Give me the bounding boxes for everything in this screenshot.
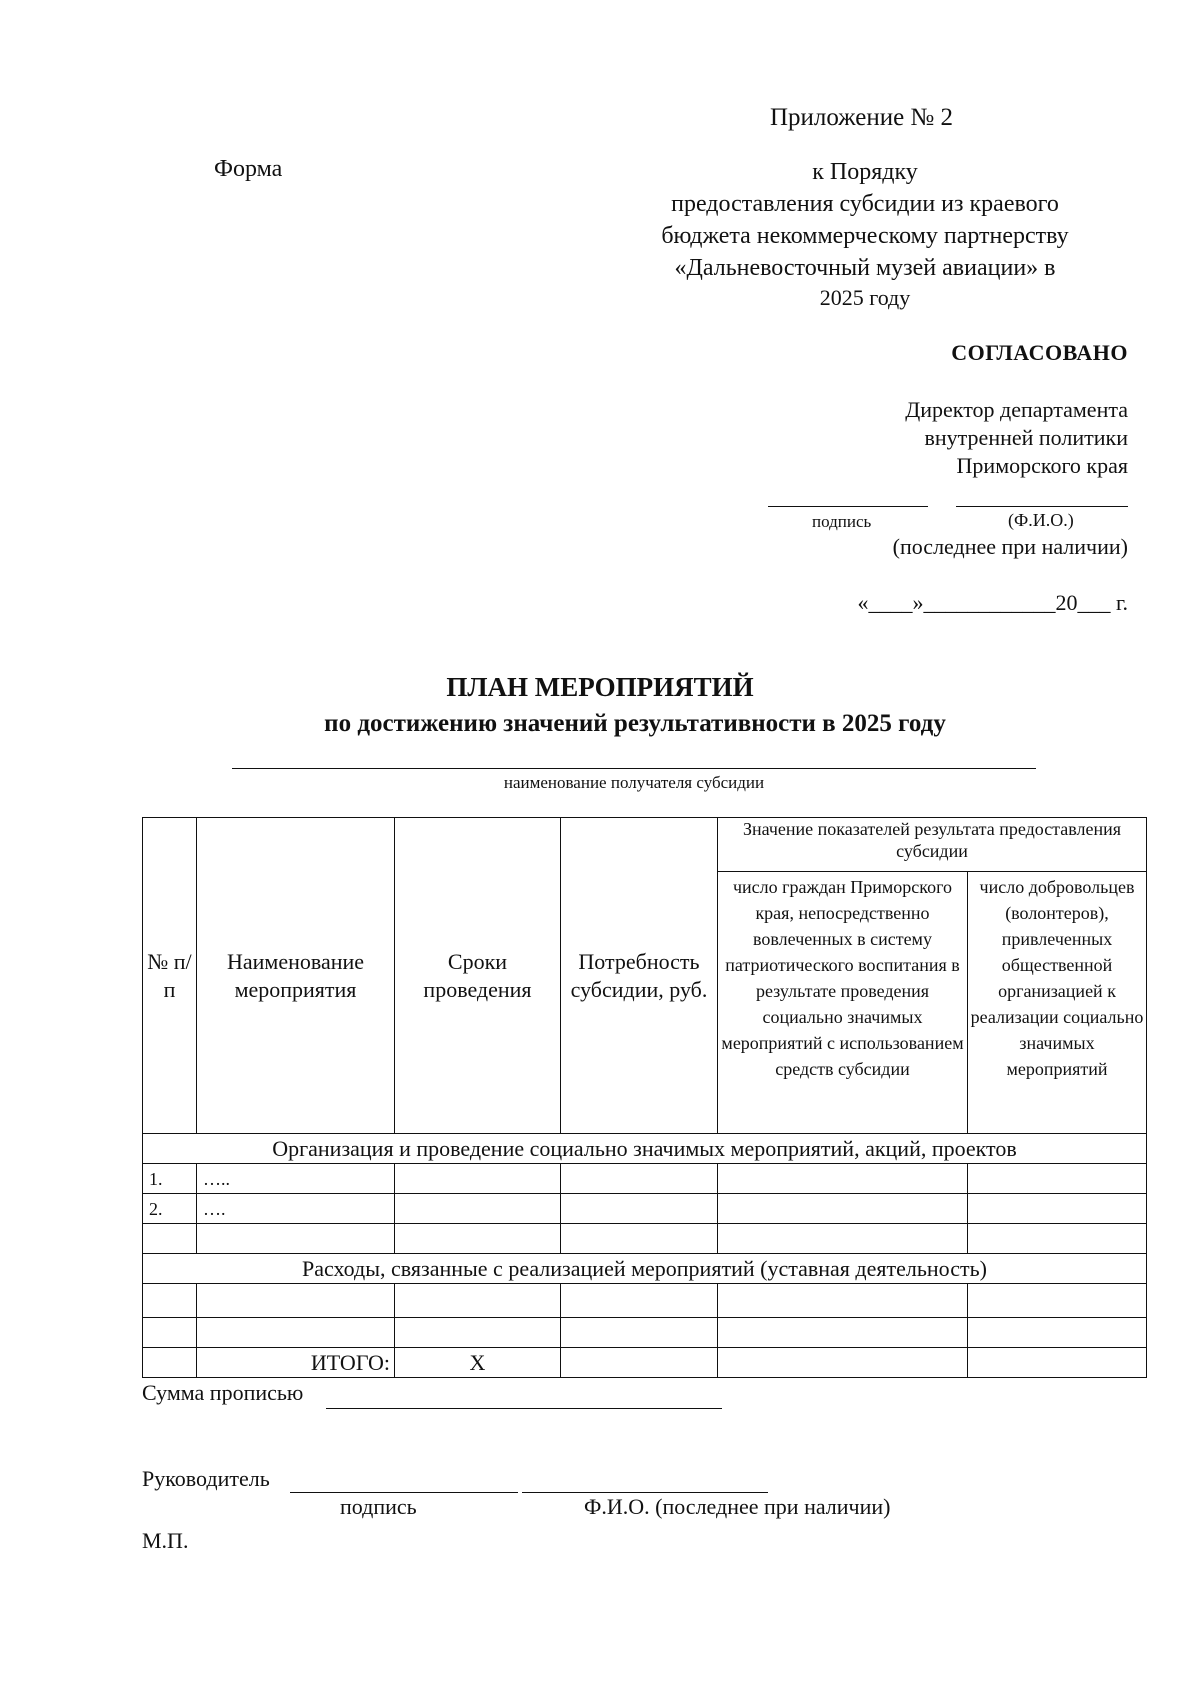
- total-label: ИТОГО:: [197, 1348, 395, 1378]
- row-num-cell: [143, 1284, 197, 1318]
- recipient-name-line[interactable]: [232, 768, 1036, 769]
- row-dates-cell[interactable]: [395, 1284, 561, 1318]
- approval-date-field[interactable]: «____»____________20___ г.: [857, 590, 1128, 615]
- row-num-cell: [143, 1318, 197, 1348]
- order-line: к Порядку: [812, 159, 918, 185]
- recipient-caption: наименование получателя субсидии: [503, 773, 765, 792]
- row-event-name[interactable]: [197, 1224, 395, 1254]
- row-citizens-cell[interactable]: [718, 1164, 968, 1194]
- row-need-cell[interactable]: [561, 1284, 718, 1318]
- head-name-line[interactable]: [522, 1492, 768, 1493]
- order-reference: [600, 156, 1130, 312]
- row-dates-cell[interactable]: [395, 1164, 561, 1194]
- row-need-cell[interactable]: [561, 1164, 718, 1194]
- plan-title: ПЛАН МЕРОПРИЯТИЙ: [446, 672, 754, 702]
- plan-table: [142, 817, 1147, 1378]
- header-indicators-group: Значение показателей результата предоставления субсидии: [718, 818, 1147, 872]
- order-line: бюджета некоммерческому партнерству: [661, 223, 1069, 249]
- header-volunteers-count: число добровольцев (волонтеров), привлеченных общественной организацией к реализации социально значимых мероприятий: [968, 872, 1147, 1134]
- total-num-cell: [143, 1348, 197, 1378]
- row-event-name[interactable]: ….: [197, 1194, 395, 1224]
- sum-in-words-line[interactable]: [326, 1408, 722, 1409]
- head-signature-caption: подпись: [340, 1494, 417, 1519]
- signature-caption: подпись: [812, 512, 872, 531]
- row-event-name[interactable]: [197, 1284, 395, 1318]
- row-volunteers-cell[interactable]: [968, 1284, 1147, 1318]
- row-volunteers-cell[interactable]: [968, 1194, 1147, 1224]
- header-num: № п/п: [143, 818, 197, 1134]
- row-volunteers-cell[interactable]: [968, 1224, 1147, 1254]
- name-caption: (Ф.И.О.): [1008, 510, 1074, 530]
- row-citizens-cell[interactable]: [718, 1224, 968, 1254]
- director-line: Приморского края: [956, 453, 1128, 478]
- director-line: внутренней политики: [924, 425, 1128, 450]
- table-row: [143, 1284, 1147, 1318]
- plan-subtitle: по достижению значений результативности в 2025 году: [324, 710, 946, 737]
- director-name-line[interactable]: [956, 506, 1128, 507]
- form-label: Форма: [214, 156, 283, 182]
- total-citizens-cell[interactable]: [718, 1348, 968, 1378]
- row-num: [143, 1224, 197, 1254]
- table-row: [143, 1164, 1147, 1194]
- row-volunteers-cell[interactable]: [968, 1318, 1147, 1348]
- sum-in-words-label: Сумма прописью: [142, 1380, 304, 1405]
- order-line: 2025 году: [819, 285, 911, 310]
- row-volunteers-cell[interactable]: [968, 1164, 1147, 1194]
- section-expenses: Расходы, связанные с реализацией мероприятий (уставная деятельность): [143, 1254, 1147, 1284]
- head-name-caption: Ф.И.О. (последнее при наличии): [584, 1494, 891, 1519]
- head-signature-line[interactable]: [290, 1492, 518, 1493]
- stamp-place: М.П.: [142, 1528, 189, 1553]
- row-need-cell[interactable]: [561, 1194, 718, 1224]
- total-need-cell[interactable]: [561, 1348, 718, 1378]
- total-dates-x: Х: [395, 1348, 561, 1378]
- director-line: Директор департамента: [905, 397, 1128, 422]
- table-row: [143, 1194, 1147, 1224]
- agreed-heading: СОГЛАСОВАНО: [951, 340, 1128, 365]
- director-title: [905, 396, 1128, 480]
- total-volunteers-cell[interactable]: [968, 1348, 1147, 1378]
- row-event-name[interactable]: …..: [197, 1164, 395, 1194]
- row-citizens-cell[interactable]: [718, 1194, 968, 1224]
- header-subsidy-need: Потребность субсидии, руб.: [561, 818, 718, 1134]
- appendix-title: Приложение № 2: [770, 104, 954, 131]
- row-num: 2.: [143, 1194, 197, 1224]
- section-events: Организация и проведение социально значимых мероприятий, акций, проектов: [143, 1134, 1147, 1164]
- name-note: (последнее при наличии): [892, 534, 1128, 559]
- head-label: Руководитель: [142, 1466, 270, 1491]
- table-row: [143, 1224, 1147, 1254]
- row-dates-cell[interactable]: [395, 1318, 561, 1348]
- header-event-name: Наименование мероприятия: [197, 818, 395, 1134]
- order-line: «Дальневосточный музей авиации» в: [674, 255, 1056, 281]
- director-signature-line[interactable]: [768, 506, 928, 507]
- row-need-cell[interactable]: [561, 1318, 718, 1348]
- total-row: [143, 1348, 1147, 1378]
- row-dates-cell[interactable]: [395, 1224, 561, 1254]
- header-citizens-count: число граждан Приморского края, непосредственно вовлеченных в систему патриотического воспитания в результате проведения социально значимых мероприятий с использованием средств субсидии: [718, 872, 968, 1134]
- row-dates-cell[interactable]: [395, 1194, 561, 1224]
- header-dates: Сроки проведения: [395, 818, 561, 1134]
- row-citizens-cell[interactable]: [718, 1284, 968, 1318]
- row-need-cell[interactable]: [561, 1224, 718, 1254]
- order-line: предоставления субсидии из краевого: [671, 191, 1059, 217]
- row-num: 1.: [143, 1164, 197, 1194]
- table-row: [143, 1318, 1147, 1348]
- row-event-name[interactable]: [197, 1318, 395, 1348]
- row-citizens-cell[interactable]: [718, 1318, 968, 1348]
